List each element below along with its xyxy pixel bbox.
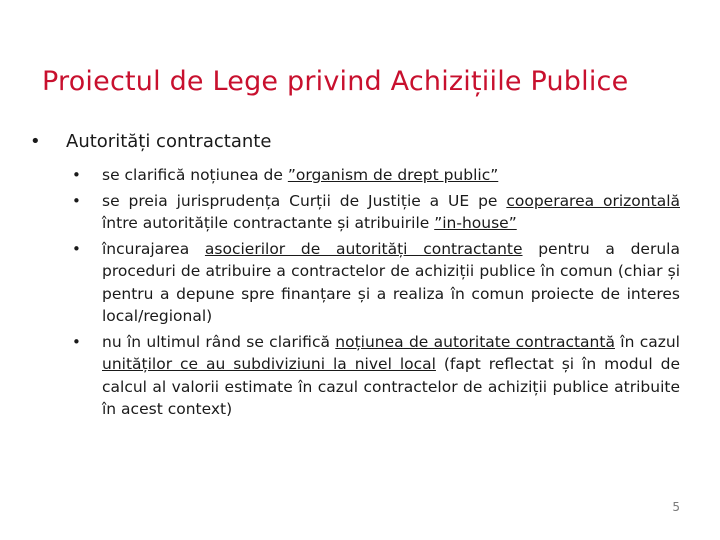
slide-content (30, 130, 680, 424)
section-heading: Autorități contractante (66, 131, 272, 152)
text-run: între autoritățile contractante și atribuirile (102, 214, 435, 232)
text-run: (fapt reflectat și în modul de calcul al valorii estimate în cazul contractelor de achiziții publice atribuite în acest context) (102, 355, 680, 418)
sub-bullet-list (30, 164, 680, 421)
text-run: încurajarea (102, 239, 205, 258)
underlined-term: unităților ce au subdiviziuni la nivel local (102, 355, 436, 373)
bullet-dot-icon: • (72, 191, 81, 210)
underlined-term: noțiunea de autoritate contractantă (335, 332, 615, 351)
underlined-term: asocierilor de autorități contractante (204, 239, 523, 258)
slide-title: Proiectul de Lege privind Achizițiile Publice (42, 66, 629, 97)
bullet-dot-icon: • (72, 166, 81, 184)
text-run: se clarifică noțiunea de (102, 166, 288, 184)
text-run: nu în ultimul rând se clarifică (102, 332, 336, 351)
bullet-level1 (30, 130, 680, 154)
bullet-text (102, 190, 680, 235)
text-run: pentru a derula proceduri de atribuire a contractelor de achiziții publice în comun (chiar și pentru a depune spre finanțare și a realiza în comun proiecte de interes local/regional) (102, 239, 680, 325)
bullet-dot-icon: • (30, 131, 41, 152)
bullet-dot-icon: • (72, 332, 81, 351)
bullet-text (102, 331, 680, 421)
list-item (72, 331, 680, 421)
list-item (72, 238, 680, 328)
underlined-term: cooperarea orizontală (506, 191, 680, 210)
bullet-text (102, 238, 680, 328)
bullet-text (102, 164, 680, 187)
text-run: în cazul (614, 332, 680, 351)
page-number: 5 (672, 500, 680, 514)
underlined-term: ”organism de drept public” (287, 166, 499, 184)
text-run: se preia jurisprudența Curții de Justiție a UE pe (102, 191, 507, 210)
underlined-term: ”in-house” (434, 214, 517, 232)
list-item (72, 164, 680, 187)
list-item (72, 190, 680, 235)
bullet-dot-icon: • (72, 239, 81, 258)
